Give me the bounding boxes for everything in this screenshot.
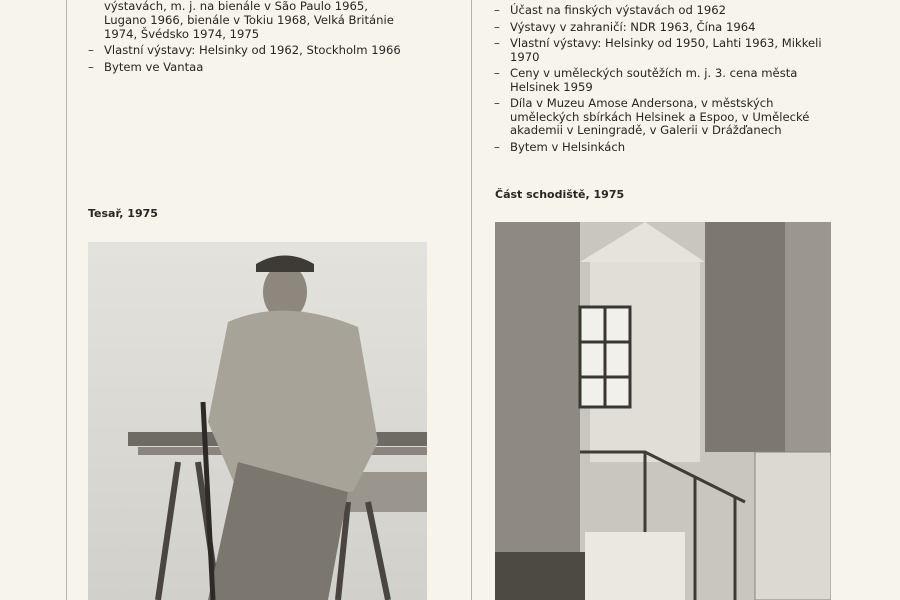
carpenter-drawing [88,242,427,600]
right-bio-list [494,4,834,157]
list-item: – Bytem ve Vantaa [88,61,418,75]
list-item: – Díla v Muzeu Amose Andersona, v městských uměleckých sbírkách Helsinek a Espoo, v Umělecké akademii v Leningradě, v Galerii v Drážďanech [494,97,834,138]
list-item: – Výstavy v zahraničí: NDR 1963, Čína 1964 [494,21,834,35]
artwork-image-carpenter [88,242,427,600]
clipped-text-line: výstavách, m. j. na bienále v São Paulo 1965, [104,0,368,13]
artwork-caption-carpenter: Tesař, 1975 [88,207,158,220]
artwork-image-staircase [495,222,831,600]
staircase-drawing [495,222,831,600]
column-divider-center [471,0,472,600]
list-item: – Vlastní výstavy: Helsinky od 1962, Stockholm 1966 [88,44,418,58]
left-bio-list [88,14,418,77]
list-item: – Bytem v Helsinkách [494,141,834,155]
list-item: – Účast na finských výstavách od 1962 [494,4,834,18]
list-item: – Ceny v uměleckých soutěžích m. j. 3. cena města Helsinek 1959 [494,67,834,94]
list-item-continuation: Lugano 1966, bienále v Tokiu 1968, Velká Británie 1974, Švédsko 1974, 1975 [104,13,394,41]
artwork-caption-staircase: Část schodiště, 1975 [495,188,625,201]
column-divider-left [66,0,67,600]
list-item: – Vlastní výstavy: Helsinky od 1950, Lahti 1963, Mikkeli 1970 [494,37,834,64]
